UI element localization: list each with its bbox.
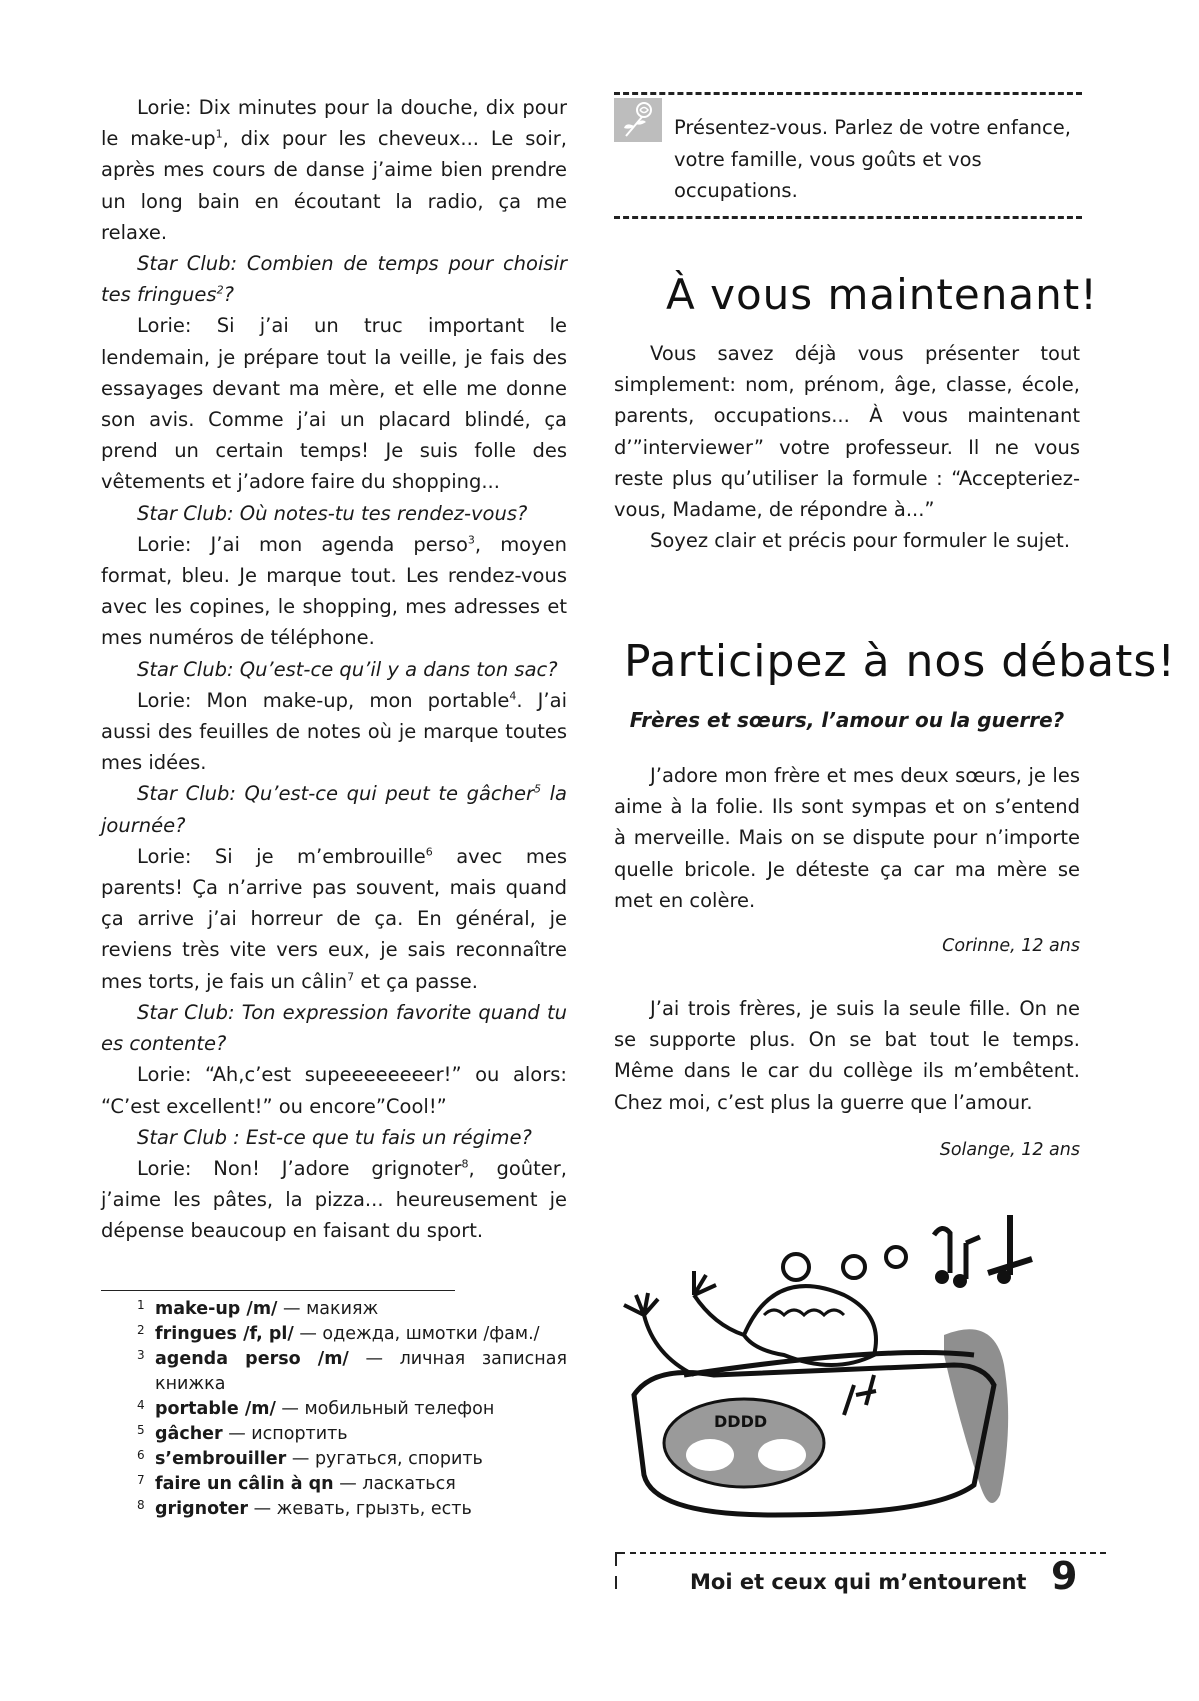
footnote-marker: 2 <box>216 283 224 297</box>
footnote-marker: 7 <box>347 970 355 984</box>
footer-corner-mark <box>615 1552 625 1566</box>
section-title-debats: Participez à nos débats! <box>624 636 1176 687</box>
interview-question: Star Club: Ton expression favorite quand tu es contente? <box>101 1000 567 1056</box>
interview-answer: Lorie: Si j’ai un truc important le lendemain, je prépare tout la veille, je fais des essayages devant ma mère, et elle me donne son avis. Comme j’ai un placard blindé, ça prend un certain temps! Je suis folle des vêtements et j’adore faire du shopping... <box>101 314 567 494</box>
interview-answer: Lorie: Dix minutes pour la douche, dix pour le make-$up^1$, dix pour les cheveux... Le soir, après mes cours de danse j’aime bien prendre un long bain en écoutant la radio, ça me relaxe. <box>101 96 567 244</box>
footnote-body: grignoter — жевать, грызть, есть <box>155 1499 472 1519</box>
paragraph: Vous savez déjà vous présenter tout simplement: nom, prénom, âge, classe, école, parents, occupations... À vous maintenant d’”interviewer” votre professeur. Il ne vous reste plus qu’utiliser la formule : “Accepteriez-vous, Madame, de répondre à...” <box>614 342 1080 522</box>
interview-answer: Lorie: Mon make-up, mon portable$^4$. J’ai aussi des feuilles de notes où je marque toutes mes idées. <box>101 688 568 775</box>
footnote-item <box>101 1397 567 1422</box>
rose-icon <box>614 98 662 142</box>
footnote-term: s’embrouiller <box>155 1449 287 1469</box>
footnote-body: portable /m/ — мобильный телефон <box>155 1399 495 1419</box>
task-top-divider <box>614 92 1082 95</box>
interview-answer: Lorie: Si je m’embrouille$^6$ avec mes parents! Ça n’arrive pas souvent, mais quand ça arrive j’ai horreur de ça. En général, je reviens très vite vers eux, je sais reconnaître mes torts, je fais un câlin$^7$ et ça passe. <box>101 844 568 993</box>
footnote-item <box>101 1472 567 1497</box>
footnote-divider <box>101 1290 455 1291</box>
page-number: 9 <box>1051 1554 1078 1598</box>
letter-text: J’ai trois frères, je suis la seule fille. On ne se supporte plus. On se bat tout le temps. Même dans le car du collège ils m’embêtent. Chez moi, c’est plus la guerre que l’amour. <box>614 997 1080 1114</box>
footnote-item <box>101 1422 567 1447</box>
bathing-girl-drawing <box>614 1195 1074 1525</box>
interview-answer: Lorie: J’ai mon agenda perso$^3$, moyen format, bleu. Je marque tout. Les rendez-vous avec les copines, le shopping, mes adresses et mes numéros de téléphone. <box>101 532 568 650</box>
task-instructions: Présentez-vous. Parlez de votre enfance, votre famille, vous goûts et vos occupations. <box>674 116 1071 202</box>
footnote-term: agenda perso /m/ <box>155 1349 349 1369</box>
footnote-marker: 8 <box>461 1157 469 1171</box>
footnote-body: fringues /f, pl/ — одежда, шмотки /фам./ <box>155 1324 540 1344</box>
footnote-number: 2 <box>137 1323 145 1337</box>
footnote-item <box>101 1322 567 1347</box>
footnote-body: gâcher — испортить <box>155 1424 348 1444</box>
footnote-number: 6 <box>137 1448 145 1462</box>
debate-subtitle: Frères et sœurs, l’amour ou la guerre? <box>629 708 1065 732</box>
footnote-marker: 4 <box>509 689 517 703</box>
footnote-marker: 3 <box>467 533 475 547</box>
interview-answer: Lorie: Non! J’adore grignoter$^8$, goûter, j’aime les pâtes, la pizza... heureusement je dépense beaucoup en faisant du sport. <box>101 1156 567 1243</box>
footnote-marker: 5 <box>534 782 542 796</box>
footnote-term: make-up /m/ <box>155 1299 278 1319</box>
footnote-number: 4 <box>137 1398 145 1412</box>
footnote-term: gâcher <box>155 1424 223 1444</box>
interview-question: Star Club: Qu’est-ce qui peut te gâcher$^5$ la journée? <box>101 782 567 837</box>
running-footer-title: Moi et ceux qui m’entourent <box>690 1570 1027 1594</box>
footnote-body: make-up /m/ — макияж <box>155 1299 379 1319</box>
signature-corinne: Corinne, 12 ans <box>942 936 1080 956</box>
footnote-term: fringues /f, pl/ <box>155 1324 294 1344</box>
footnote-number: 1 <box>137 1298 145 1312</box>
footnote-marker: 6 <box>425 845 433 859</box>
footnote-item <box>101 1447 567 1472</box>
footnote-item <box>101 1297 567 1322</box>
section-title-a-vous: À vous maintenant! <box>666 270 1099 319</box>
footnote-body: agenda perso /m/ — личная записная книжка <box>155 1349 567 1394</box>
footnote-number: 5 <box>137 1423 145 1437</box>
interview-text <box>101 92 567 1247</box>
interview-question: Star Club : Est-ce que tu fais un régime? <box>137 1125 532 1149</box>
interview-answer: Lorie: “Ah,c’est supeeeeeeeer!” ou alors: “C’est excellent!” ou encore”Cool!” <box>101 1063 567 1118</box>
footer-tick-mark <box>615 1576 617 1589</box>
footnote-term: faire un câlin à qn <box>155 1474 334 1494</box>
footnotes <box>101 1297 567 1522</box>
footnote-body: s’embrouiller — ругаться, спорить <box>155 1449 483 1469</box>
footnote-term: grignoter <box>155 1499 249 1519</box>
interview-question: Star Club: Combien de temps pour choisir tes fringues$^2$? <box>101 252 567 307</box>
footnote-number: 7 <box>137 1473 145 1487</box>
footnote-body: faire un câlin à qn — ласкаться <box>155 1474 456 1494</box>
paragraph: Soyez clair et précis pour formuler le sujet. <box>650 529 1071 553</box>
svg-text:DDDD: DDDD <box>714 1412 768 1431</box>
letter-text: J’adore mon frère et mes deux sœurs, je les aime à la folie. Ils sont sympas et on s’entend à merveille. Mais on se dispute pour n’importe quelle bricole. Je déteste ça car ma mère se met en colère. <box>614 764 1080 912</box>
letter-solange <box>614 993 1080 1118</box>
letter-corinne <box>614 760 1080 916</box>
footer-divider <box>630 1552 1106 1554</box>
footnote-number: 3 <box>137 1348 145 1362</box>
interview-question: Star Club: Où notes-tu tes rendez-vous? <box>137 501 528 525</box>
task-bottom-divider <box>614 216 1082 219</box>
signature-solange: Solange, 12 ans <box>939 1140 1080 1160</box>
footnote-marker: 1 <box>215 127 223 141</box>
footnote-number: 8 <box>137 1498 145 1512</box>
footnote-item <box>101 1347 567 1397</box>
footnote-item <box>101 1497 567 1522</box>
section-a-vous-text <box>614 338 1080 556</box>
footnote-term: portable /m/ <box>155 1399 276 1419</box>
interview-question: Star Club: Qu’est-ce qu’il y a dans ton sac? <box>137 657 558 681</box>
